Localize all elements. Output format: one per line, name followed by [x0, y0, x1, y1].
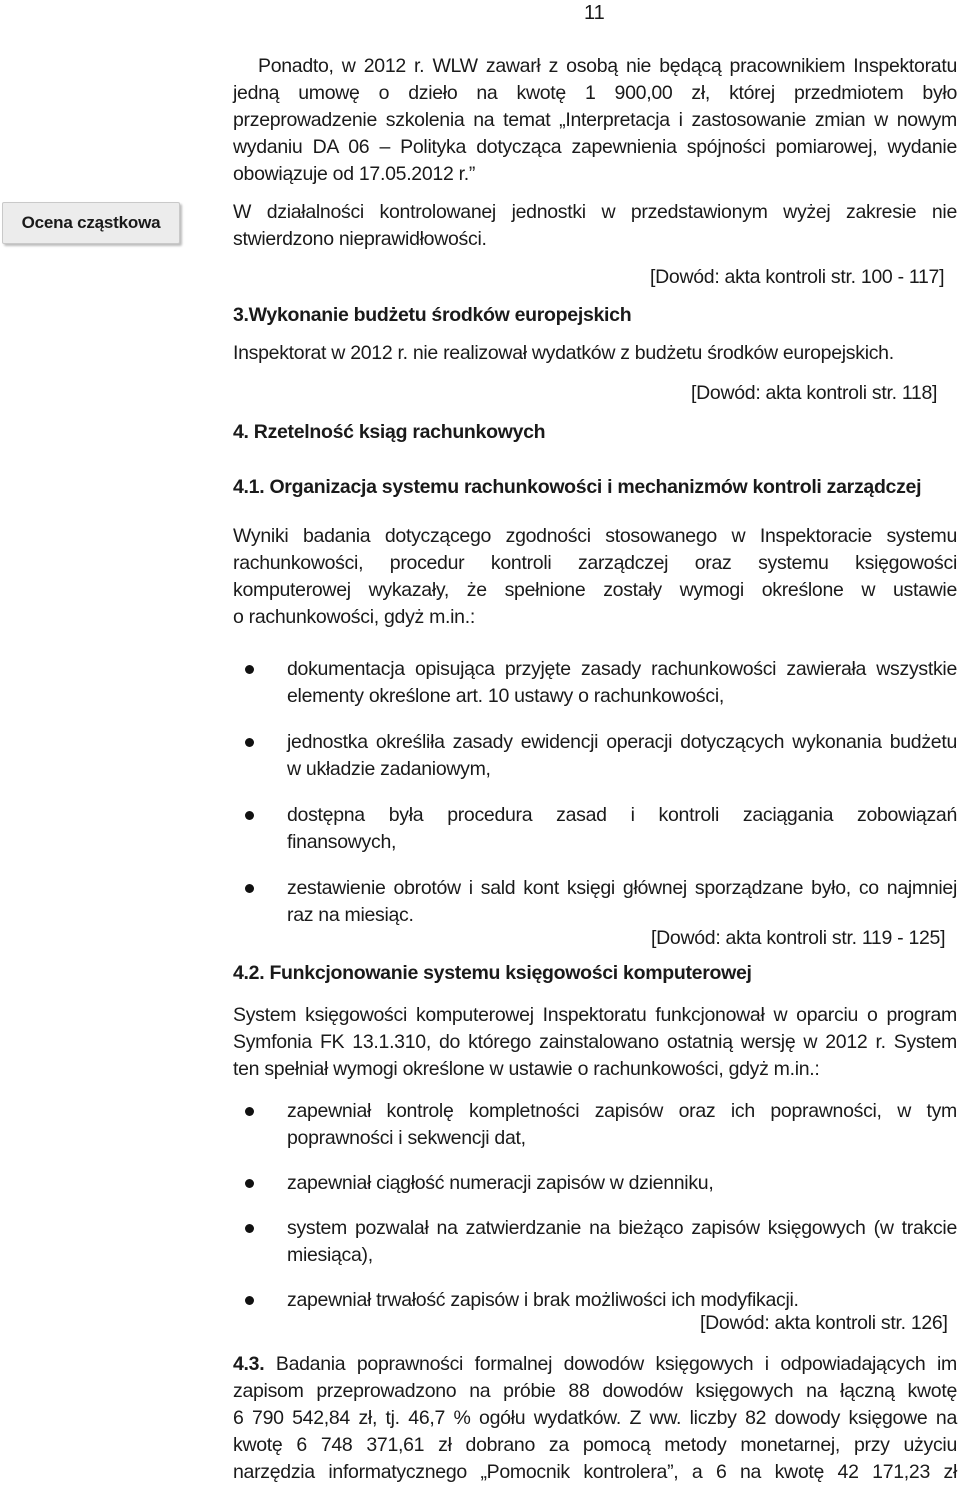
section-4-3-line: kwotę 6 748 371,61 zł dobrano za pomocą metody monetarnej, przy użyciu: [233, 1434, 957, 1456]
section-4-2-line: Symfonia FK 13.1.310, do którego zainstalowano ostatnią wersję w 2012 r. System: [233, 1031, 957, 1053]
section-4-1-line: rachunkowości, procedur kontroli zarządczej oraz systemu księgowości: [233, 552, 957, 574]
sidebar-label: Ocena cząstkowa: [21, 213, 161, 232]
list-item-line: elementy określone art. 10 ustawy o rachunkowości,: [287, 685, 724, 707]
list-item-line: dokumentacja opisująca przyjęte zasady rachunkowości zawierała wszystkie: [287, 658, 957, 680]
list-item-line: system pozwalał na zatwierdzanie na bieżąco zapisów księgowych (w trakcie: [287, 1217, 957, 1239]
section-3-line: Inspektorat w 2012 r. nie realizował wydatków z budżetu środków europejskich.: [233, 342, 894, 364]
section-4-3-paragraph: [233, 1351, 957, 1486]
section-4-1-line: Wyniki badania dotyczącego zgodności stosowanego w Inspektoracie systemu: [233, 525, 957, 547]
section-4-2-bullet-list: [233, 1098, 957, 1314]
assessment-paragraph: [233, 199, 957, 253]
intro-line: jedną umowę o dzieło na kwotę 1 900,00 zł, której przedmiotem było: [233, 82, 957, 104]
section-4-3-line: 6 790 542,84 zł, tj. 46,7 % ogółu wydatków. Z ww. liczby 82 dowody księgowe na: [233, 1407, 957, 1429]
section-4-1-heading: 4.1. Organizacja systemu rachunkowości i mechanizmów kontroli zarządczej: [233, 476, 922, 498]
list-item: [233, 1215, 957, 1269]
list-item-line: poprawności i sekwencji dat,: [287, 1127, 526, 1149]
bullet-icon: [245, 811, 254, 820]
section-3-text: [233, 340, 957, 367]
bullet-icon: [245, 884, 254, 893]
intro-line: wydaniu DA 06 – Polityka dotycząca zapewnienia spójności pomiarowej, wydanie: [233, 136, 957, 158]
list-item-line: zapewniał ciągłość numeracji zapisów w dzienniku,: [287, 1172, 714, 1194]
intro-line: Ponadto, w 2012 r. WLW zawarł z osobą nie będącą pracownikiem Inspektoratu: [258, 55, 957, 77]
list-item-line: zapewniał trwałość zapisów i brak możliwości ich modyfikacji.: [287, 1289, 799, 1311]
section-4-3-line: [233, 1351, 957, 1378]
section-4-2-line: ten spełniał wymogi określone w ustawie o rachunkowości, gdyż m.in.:: [233, 1058, 820, 1080]
list-item-line: finansowych,: [287, 831, 397, 853]
section-4-2-paragraph: [233, 1002, 957, 1083]
section-4-1-line: o rachunkowości, gdyż m.in.:: [233, 606, 475, 628]
list-item-line: zestawienie obrotów i sald kont księgi głównej sporządzane było, co najmniej: [287, 877, 957, 899]
list-item-line: w układzie zadaniowym,: [287, 758, 491, 780]
intro-paragraph: [233, 53, 957, 188]
list-item: [233, 1098, 957, 1152]
list-item-line: zapewniał kontrolę kompletności zapisów oraz ich poprawności, w tym: [287, 1100, 957, 1122]
list-item: [233, 875, 957, 929]
list-item: [233, 656, 957, 710]
bullet-icon: [245, 738, 254, 747]
section-4-3-first-line-text: Badania poprawności formalnej dowodów księgowych i odpowiadających im: [275, 1353, 957, 1375]
list-item: [233, 1287, 957, 1314]
intro-line: obowiązuje od 17.05.2012 r.”: [233, 163, 476, 185]
list-item: [233, 802, 957, 856]
sidebar-label-box: [2, 202, 180, 244]
intro-line: przeprowadzenie szkolenia na temat „Interpretacja i zastosowanie zmian w nowym: [233, 109, 957, 131]
section-4-1-line: komputerowej wykazały, że spełnione zostały wymogi określone w ustawie: [233, 579, 957, 601]
bullet-icon: [245, 1224, 254, 1233]
proof-reference: [Dowód: akta kontroli str. 118]: [691, 382, 938, 404]
assessment-line: stwierdzono nieprawidłowości.: [233, 228, 487, 250]
list-item-line: dostępna była procedura zasad i kontroli zaciągania zobowiązań: [287, 804, 957, 826]
proof-reference: [Dowód: akta kontroli str. 100 - 117]: [650, 266, 945, 288]
section-4-3-number: 4.3.: [233, 1353, 265, 1375]
section-4-2-heading: 4.2. Funkcjonowanie systemu księgowości komputerowej: [233, 962, 752, 984]
assessment-line: W działalności kontrolowanej jednostki w przedstawionym wyżej zakresie nie: [233, 201, 957, 223]
section-3-heading: 3.Wykonanie budżetu środków europejskich: [233, 304, 632, 326]
proof-reference: [Dowód: akta kontroli str. 119 - 125]: [651, 927, 946, 949]
bullet-icon: [245, 1179, 254, 1188]
section-4-3-line: narzędzia informatycznego „Pomocnik kontrolera”, a 6 na kwotę 42 171,23 zł: [233, 1461, 957, 1483]
bullet-icon: [245, 1296, 254, 1305]
list-item-line: jednostka określiła zasady ewidencji operacji dotyczących wykonania budżetu: [287, 731, 957, 753]
bullet-icon: [245, 1107, 254, 1116]
section-4-3-line: zapisom przeprowadzono na próbie 88 dowodów księgowych na łączną kwotę: [233, 1380, 957, 1402]
section-4-heading: 4. Rzetelność ksiąg rachunkowych: [233, 421, 546, 443]
list-item: [233, 1170, 957, 1197]
bullet-icon: [245, 665, 254, 674]
section-4-2-line: System księgowości komputerowej Inspektoratu funkcjonował w oparciu o program: [233, 1004, 957, 1026]
page-number: 11: [584, 2, 605, 24]
list-item-line: raz na miesiąc.: [287, 904, 414, 926]
section-4-1-paragraph: [233, 523, 957, 631]
list-item: [233, 729, 957, 783]
section-4-1-bullet-list: [233, 656, 957, 929]
proof-reference: [Dowód: akta kontroli str. 126]: [700, 1312, 948, 1334]
list-item-line: miesiąca),: [287, 1244, 373, 1266]
